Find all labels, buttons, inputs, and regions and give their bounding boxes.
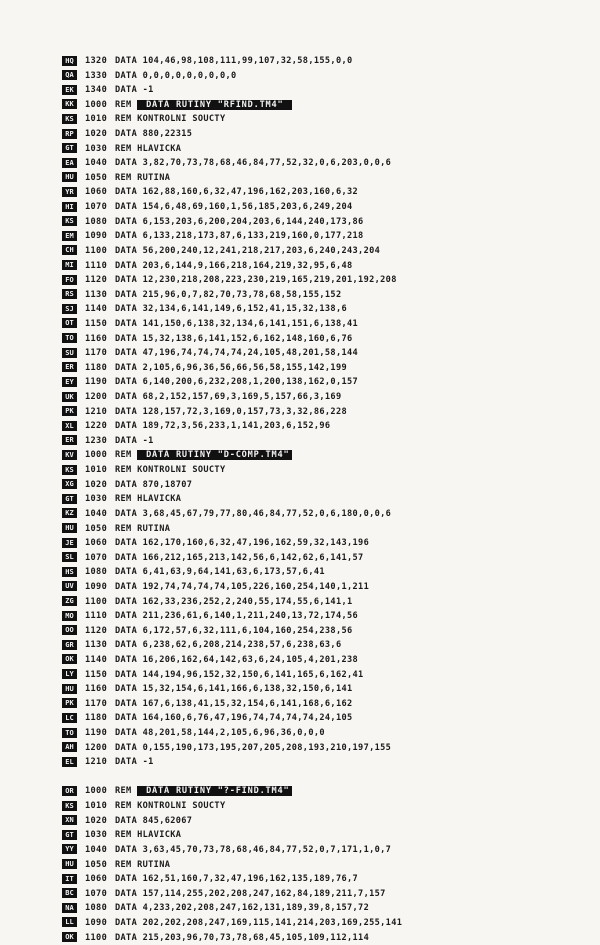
- line-number: 1050: [85, 172, 108, 183]
- checksum-code: GT: [62, 830, 77, 840]
- program-line: [62, 346, 402, 361]
- line-number: 1040: [85, 844, 108, 855]
- checksum-code: HU: [62, 859, 77, 869]
- statement-text: REM KONTROLNI SOUCTY: [115, 114, 226, 125]
- checksum-code: LL: [62, 917, 77, 927]
- program-line: [62, 156, 402, 171]
- statement-text: DATA 0,0,0,0,0,0,0,0,0: [115, 70, 237, 81]
- line-number: 1080: [85, 567, 108, 578]
- checksum-code: OK: [62, 654, 77, 664]
- statement-text: DATA 215,203,96,70,73,78,68,45,105,109,112,114: [115, 932, 370, 943]
- program-line: [62, 595, 402, 610]
- statement-text: REM: [115, 786, 132, 797]
- checksum-code: KK: [62, 99, 77, 109]
- line-number: 1100: [85, 932, 108, 943]
- line-number: 1010: [85, 801, 108, 812]
- program-line: [62, 916, 402, 931]
- checksum-code: IT: [62, 874, 77, 884]
- line-number: 1080: [85, 216, 108, 227]
- statement-text: DATA 162,88,160,6,32,47,196,162,203,160,6,32: [115, 187, 359, 198]
- line-number: 1200: [85, 392, 108, 403]
- statement-text: DATA 162,170,160,6,32,47,196,162,59,32,143,196: [115, 538, 370, 549]
- program-line: [62, 872, 402, 887]
- line-number: 1150: [85, 669, 108, 680]
- checksum-code: KS: [62, 216, 77, 226]
- line-number: 1340: [85, 85, 108, 96]
- checksum-code: NA: [62, 903, 77, 913]
- line-number: 1230: [85, 435, 108, 446]
- checksum-code: TO: [62, 333, 77, 343]
- statement-text: DATA 845,62067: [115, 815, 193, 826]
- line-number: 1030: [85, 143, 108, 154]
- line-number: 1020: [85, 479, 108, 490]
- program-line: [62, 565, 402, 580]
- statement-text: REM: [115, 99, 132, 110]
- statement-text: DATA 6,238,62,6,208,214,238,57,6,238,63,6: [115, 640, 342, 651]
- line-number: 1220: [85, 421, 108, 432]
- line-number: 1010: [85, 465, 108, 476]
- line-number: 1130: [85, 640, 108, 651]
- line-number: 1000: [85, 99, 108, 110]
- checksum-code: EK: [62, 85, 77, 95]
- program-line: [62, 609, 402, 624]
- program-line: [62, 405, 402, 420]
- line-number: 1060: [85, 187, 108, 198]
- statement-text: DATA 128,157,72,3,169,0,157,73,3,32,86,228: [115, 406, 348, 417]
- line-number: 1140: [85, 304, 108, 315]
- checksum-code: KZ: [62, 508, 77, 518]
- checksum-code: TO: [62, 728, 77, 738]
- statement-text: DATA 162,33,236,252,2,240,55,174,55,6,141,1: [115, 596, 353, 607]
- line-number: 1190: [85, 377, 108, 388]
- line-number: 1010: [85, 114, 108, 125]
- program-line: [62, 361, 402, 376]
- program-line: [62, 784, 402, 799]
- checksum-code: ER: [62, 362, 77, 372]
- statement-text: DATA 202,202,208,247,169,115,141,214,203,169,255,141: [115, 917, 403, 928]
- program-line: [62, 185, 402, 200]
- checksum-code: JE: [62, 538, 77, 548]
- statement-text: DATA 157,114,255,202,208,247,162,84,189,211,7,157: [115, 888, 386, 899]
- line-number: 1020: [85, 815, 108, 826]
- statement-text: DATA 6,41,63,9,64,141,63,6,173,57,6,41: [115, 567, 325, 578]
- program-line: [62, 419, 402, 434]
- line-number: 1070: [85, 888, 108, 899]
- program-line: [62, 536, 402, 551]
- statement-text: REM: [115, 450, 132, 461]
- program-line: [62, 375, 402, 390]
- line-number: 1150: [85, 318, 108, 329]
- section-title: DATA RUTINY "D-COMP.TM4": [137, 450, 292, 460]
- checksum-code: OR: [62, 786, 77, 796]
- program-line: [62, 244, 402, 259]
- line-number: 1090: [85, 231, 108, 242]
- statement-text: DATA -1: [115, 85, 154, 96]
- statement-text: DATA 189,72,3,56,233,1,141,203,6,152,96: [115, 421, 331, 432]
- statement-text: DATA 203,6,144,9,166,218,164,219,32,95,6,48: [115, 260, 353, 271]
- line-number: 1130: [85, 289, 108, 300]
- statement-text: DATA 162,51,160,7,32,47,196,162,135,189,76,7: [115, 874, 359, 885]
- checksum-code: OK: [62, 932, 77, 942]
- line-number: 1190: [85, 728, 108, 739]
- checksum-code: HU: [62, 523, 77, 533]
- checksum-code: HU: [62, 172, 77, 182]
- checksum-code: HU: [62, 684, 77, 694]
- program-line: [62, 215, 402, 230]
- checksum-code: HS: [62, 567, 77, 577]
- statement-text: DATA 15,32,138,6,141,152,6,162,148,160,6,76: [115, 333, 353, 344]
- line-number: 1060: [85, 538, 108, 549]
- checksum-code: UV: [62, 581, 77, 591]
- program-line: [62, 478, 402, 493]
- program-line: [62, 551, 402, 566]
- checksum-code: HQ: [62, 56, 77, 66]
- checksum-code: YR: [62, 187, 77, 197]
- checksum-code: AH: [62, 742, 77, 752]
- program-line: [62, 741, 402, 756]
- program-line: [62, 463, 402, 478]
- statement-text: DATA 104,46,98,108,111,99,107,32,58,155,0,0: [115, 56, 353, 66]
- statement-text: DATA 16,206,162,64,142,63,6,24,105,4,201,238: [115, 654, 359, 665]
- program-line: [62, 259, 402, 274]
- statement-text: DATA 32,134,6,141,149,6,152,41,15,32,138,6: [115, 304, 348, 315]
- program-line: [62, 390, 402, 405]
- statement-text: DATA 211,236,61,6,140,1,211,240,13,72,174,56: [115, 611, 359, 622]
- checksum-code: LY: [62, 669, 77, 679]
- checksum-code: OO: [62, 625, 77, 635]
- statement-text: DATA 4,233,202,208,247,162,131,189,39,8,157,72: [115, 903, 370, 914]
- line-number: 1200: [85, 742, 108, 753]
- checksum-code: EA: [62, 158, 77, 168]
- program-line: [62, 112, 402, 127]
- line-number: 1070: [85, 552, 108, 563]
- program-line: [62, 682, 402, 697]
- statement-text: DATA 164,160,6,76,47,196,74,74,74,74,24,105: [115, 713, 353, 724]
- line-number: 1020: [85, 129, 108, 140]
- line-number: 1110: [85, 260, 108, 271]
- line-number: 1030: [85, 494, 108, 505]
- line-number: 1090: [85, 917, 108, 928]
- line-number: 1210: [85, 757, 108, 768]
- statement-text: DATA 3,68,45,67,79,77,80,46,84,77,52,0,6,180,0,0,6: [115, 508, 392, 519]
- checksum-code: PK: [62, 698, 77, 708]
- statement-text: DATA 47,196,74,74,74,74,24,105,48,201,58,144: [115, 348, 359, 359]
- statement-text: DATA 6,133,218,173,87,6,133,219,160,0,177,218: [115, 231, 364, 242]
- program-line: [62, 332, 402, 347]
- checksum-code: GT: [62, 143, 77, 153]
- program-line: [62, 200, 402, 215]
- line-number: 1030: [85, 830, 108, 841]
- statement-text: DATA 167,6,138,41,15,32,154,6,141,168,6,162: [115, 698, 353, 709]
- checksum-code: KS: [62, 465, 77, 475]
- statement-text: DATA 3,63,45,70,73,78,68,46,84,77,52,0,7,171,1,0,7: [115, 844, 392, 855]
- line-number: 1160: [85, 684, 108, 695]
- statement-text: DATA 56,200,240,12,241,218,217,203,6,240,243,204: [115, 245, 381, 256]
- program-line: [62, 638, 402, 653]
- statement-text: DATA 154,6,48,69,160,1,56,185,203,6,249,204: [115, 202, 353, 213]
- line-number: 1170: [85, 348, 108, 359]
- line-number: 1180: [85, 713, 108, 724]
- line-number: 1060: [85, 874, 108, 885]
- statement-text: DATA 880,22315: [115, 129, 193, 140]
- statement-text: DATA 0,155,190,173,195,207,205,208,193,210,197,155: [115, 742, 392, 753]
- program-line: [62, 726, 402, 741]
- program-line: [62, 522, 402, 537]
- program-line: [62, 755, 402, 770]
- line-number: 1160: [85, 333, 108, 344]
- program-line: [62, 653, 402, 668]
- checksum-code: QA: [62, 70, 77, 80]
- line-number: 1070: [85, 202, 108, 213]
- statement-text: DATA 48,201,58,144,2,105,6,96,36,0,0,0: [115, 728, 325, 739]
- statement-text: DATA 68,2,152,157,69,3,169,5,157,66,3,169: [115, 392, 342, 403]
- statement-text: REM HLAVICKA: [115, 143, 182, 154]
- statement-text: DATA 166,212,165,213,142,56,6,142,62,6,141,57: [115, 552, 364, 563]
- checksum-code: ZG: [62, 596, 77, 606]
- program-line: [62, 448, 402, 463]
- line-number: 1210: [85, 406, 108, 417]
- program-line: [62, 624, 402, 639]
- statement-text: REM RUTINA: [115, 523, 171, 534]
- program-line: [62, 54, 402, 69]
- checksum-code: CH: [62, 245, 77, 255]
- checksum-code: RP: [62, 129, 77, 139]
- statement-text: REM HLAVICKA: [115, 830, 182, 841]
- line-number: 1050: [85, 523, 108, 534]
- program-line: [62, 229, 402, 244]
- checksum-code: OT: [62, 318, 77, 328]
- program-line: [62, 828, 402, 843]
- line-number: 1170: [85, 698, 108, 709]
- checksum-code: XL: [62, 421, 77, 431]
- checksum-code: PK: [62, 406, 77, 416]
- statement-text: DATA -1: [115, 757, 154, 768]
- checksum-code: ER: [62, 435, 77, 445]
- program-line: [62, 901, 402, 916]
- line-number: 1120: [85, 275, 108, 286]
- statement-text: DATA 144,194,96,152,32,150,6,141,165,6,162,41: [115, 669, 364, 680]
- line-number: 1000: [85, 786, 108, 797]
- line-number: 1040: [85, 158, 108, 169]
- line-number: 1180: [85, 362, 108, 373]
- checksum-code: EL: [62, 757, 77, 767]
- line-number: 1120: [85, 625, 108, 636]
- program-line: [62, 697, 402, 712]
- program-line: [62, 711, 402, 726]
- statement-text: DATA 870,18707: [115, 479, 193, 490]
- program-line: [62, 171, 402, 186]
- statement-text: DATA 6,153,203,6,200,204,203,6,144,240,173,86: [115, 216, 364, 227]
- program-line: [62, 288, 402, 303]
- checksum-code: BC: [62, 888, 77, 898]
- basic-program-listing: [62, 54, 402, 945]
- statement-text: DATA -1: [115, 435, 154, 446]
- program-line: [62, 142, 402, 157]
- line-number: 1110: [85, 611, 108, 622]
- program-line: [62, 69, 402, 84]
- statement-text: DATA 2,105,6,96,36,56,66,56,58,155,142,199: [115, 362, 348, 373]
- checksum-code: LC: [62, 713, 77, 723]
- program-line: [62, 887, 402, 902]
- program-line: [62, 434, 402, 449]
- statement-text: REM KONTROLNI SOUCTY: [115, 465, 226, 476]
- line-number: 1100: [85, 245, 108, 256]
- program-line: [62, 931, 402, 945]
- line-number: 1140: [85, 654, 108, 665]
- line-number: 1330: [85, 70, 108, 81]
- statement-text: REM HLAVICKA: [115, 494, 182, 505]
- checksum-code: GR: [62, 640, 77, 650]
- section-title: DATA RUTINY "RFIND.TM4": [137, 100, 292, 110]
- statement-text: DATA 192,74,74,74,74,105,226,160,254,140,1,211: [115, 581, 370, 592]
- statement-text: DATA 12,230,218,208,223,230,219,165,219,201,192,208: [115, 275, 397, 286]
- program-line: [62, 580, 402, 595]
- program-line: [62, 127, 402, 142]
- checksum-code: XN: [62, 815, 77, 825]
- checksum-code: GT: [62, 494, 77, 504]
- line-number: 1040: [85, 508, 108, 519]
- program-line: [62, 814, 402, 829]
- statement-text: DATA 15,32,154,6,141,166,6,138,32,150,6,141: [115, 684, 353, 695]
- program-line: [62, 302, 402, 317]
- checksum-code: RS: [62, 289, 77, 299]
- checksum-code: MO: [62, 611, 77, 621]
- program-line: [62, 843, 402, 858]
- line-number: 1090: [85, 581, 108, 592]
- statement-text: DATA 3,82,70,73,78,68,46,84,77,52,32,0,6,203,0,0,6: [115, 158, 392, 169]
- program-line: [62, 668, 402, 683]
- section-title: DATA RUTINY "?-FIND.TM4": [137, 786, 292, 796]
- checksum-code: MI: [62, 260, 77, 270]
- statement-text: REM RUTINA: [115, 172, 171, 183]
- program-line: [62, 507, 402, 522]
- checksum-code: UK: [62, 392, 77, 402]
- program-line: [62, 83, 402, 98]
- statement-text: DATA 6,140,200,6,232,208,1,200,138,162,0,157: [115, 377, 359, 388]
- checksum-code: SU: [62, 348, 77, 358]
- line-number: 1000: [85, 450, 108, 461]
- statement-text: REM RUTINA: [115, 859, 171, 870]
- line-number: 1100: [85, 596, 108, 607]
- checksum-code: FO: [62, 275, 77, 285]
- checksum-code: EY: [62, 377, 77, 387]
- line-number: 1320: [85, 56, 108, 66]
- checksum-code: YY: [62, 844, 77, 854]
- checksum-code: KS: [62, 801, 77, 811]
- checksum-code: SL: [62, 552, 77, 562]
- statement-text: REM KONTROLNI SOUCTY: [115, 801, 226, 812]
- line-number: 1050: [85, 859, 108, 870]
- checksum-code: KV: [62, 450, 77, 460]
- program-line: [62, 317, 402, 332]
- program-line: [62, 98, 402, 113]
- checksum-code: SJ: [62, 304, 77, 314]
- program-line: [62, 799, 402, 814]
- checksum-code: EM: [62, 231, 77, 241]
- checksum-code: HI: [62, 202, 77, 212]
- program-line: [62, 492, 402, 507]
- statement-text: DATA 6,172,57,6,32,111,6,104,160,254,238,56: [115, 625, 353, 636]
- section-spacer: [62, 770, 402, 785]
- line-number: 1080: [85, 903, 108, 914]
- statement-text: DATA 215,96,0,7,82,70,73,78,68,58,155,152: [115, 289, 342, 300]
- statement-text: DATA 141,150,6,138,32,134,6,141,151,6,138,41: [115, 318, 359, 329]
- program-line: [62, 273, 402, 288]
- checksum-code: XG: [62, 479, 77, 489]
- checksum-code: KS: [62, 114, 77, 124]
